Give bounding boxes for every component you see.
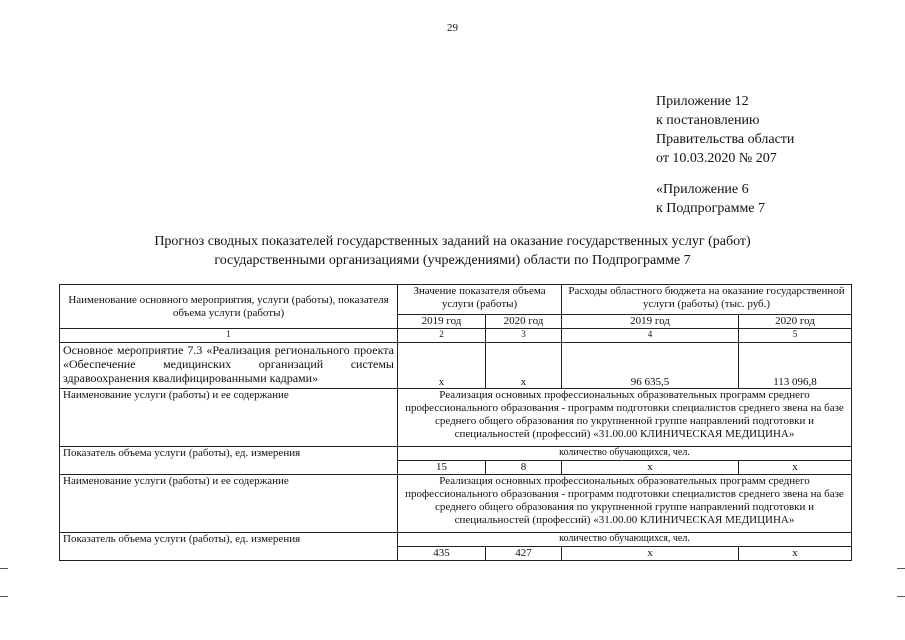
measure-name: Основное мероприятие 7.3 «Реализация регионального проекта «Обеспечение медицинских организаций системы здравоохранения квалифицированными кадрами» — [60, 343, 398, 389]
header-volume-cell: Значение показателя объема услуги (работы) — [398, 285, 562, 315]
column-number-row — [60, 329, 852, 343]
service-name-row — [60, 475, 852, 533]
year-cell: 2019 год — [562, 315, 739, 329]
appendix-line: к постановлению — [656, 113, 760, 128]
title-line: государственными организациями (учреждениями) области по Подпрограмме 7 — [214, 253, 691, 268]
service-description: Реализация основных профессиональных образовательных программ среднего профессионального образования - программ подготовки специалистов среднего звена на базе среднего общего образования по укрупненной группе направлений подготовки и специальностей (профессий) «31.00.00 КЛИНИЧЕСКАЯ МЕДИЦИНА» — [398, 389, 852, 447]
indicator-value-2019: 15 — [398, 461, 486, 475]
appendix-line: Правительства области — [656, 132, 795, 147]
indicator-label: Показатель объема услуги (работы), ед. измерения — [60, 447, 398, 475]
margin-mark — [0, 568, 8, 569]
year-cell: 2020 год — [486, 315, 562, 329]
column-number: 5 — [739, 329, 852, 343]
measure-expense-2020: 113 096,8 — [739, 343, 852, 389]
column-number: 1 — [60, 329, 398, 343]
measure-row — [60, 343, 852, 389]
indicator-value-2020: 427 — [486, 547, 562, 561]
indicator-expense-2019: х — [562, 461, 739, 475]
service-name-row — [60, 389, 852, 447]
column-number: 3 — [486, 329, 562, 343]
header-name-cell: Наименование основного мероприятия, услуги (работы), показателя объема услуги (работы) — [60, 285, 398, 329]
forecast-table — [59, 284, 852, 561]
indicator-expense-2020: х — [739, 461, 852, 475]
indicator-row — [60, 533, 852, 547]
measure-value-2020: х — [486, 343, 562, 389]
indicator-label: Показатель объема услуги (работы), ед. измерения — [60, 533, 398, 561]
indicator-expense-2020: х — [739, 547, 852, 561]
year-cell: 2019 год — [398, 315, 486, 329]
margin-mark — [897, 568, 905, 569]
indicator-unit: количество обучающихся, чел. — [398, 447, 852, 461]
margin-mark — [897, 596, 905, 597]
header-expenses-cell: Расходы областного бюджета на оказание государственной услуги (работы) (тыс. руб.) — [562, 285, 852, 315]
page-number: 29 — [447, 22, 458, 34]
measure-value-2019: х — [398, 343, 486, 389]
indicator-expense-2019: х — [562, 547, 739, 561]
margin-mark — [0, 596, 8, 597]
document-title — [0, 232, 905, 270]
indicator-value-2020: 8 — [486, 461, 562, 475]
previous-appendix-line: к Подпрограмме 7 — [656, 201, 766, 216]
service-name-label: Наименование услуги (работы) и ее содержание — [60, 475, 398, 533]
title-line: Прогноз сводных показателей государственных заданий на оказание государственных услуг (работ) — [154, 234, 751, 249]
appendix-line: Приложение 12 — [656, 94, 749, 109]
appendix-block — [656, 92, 794, 168]
column-number: 2 — [398, 329, 486, 343]
service-name-label: Наименование услуги (работы) и ее содержание — [60, 389, 398, 447]
column-number: 4 — [562, 329, 739, 343]
appendix-line: от 10.03.2020 № 207 — [656, 151, 777, 166]
table-header-row — [60, 285, 852, 315]
indicator-value-2019: 435 — [398, 547, 486, 561]
measure-expense-2019: 96 635,5 — [562, 343, 739, 389]
year-cell: 2020 год — [739, 315, 852, 329]
indicator-unit: количество обучающихся, чел. — [398, 533, 852, 547]
previous-appendix-line: «Приложение 6 — [656, 182, 749, 197]
previous-appendix-block — [656, 180, 765, 218]
service-description: Реализация основных профессиональных образовательных программ среднего профессионального образования - программ подготовки специалистов среднего звена на базе среднего общего образования по укрупненной группе направлений подготовки и специальностей (профессий) «31.00.00 КЛИНИЧЕСКАЯ МЕДИЦИНА» — [398, 475, 852, 533]
indicator-row — [60, 447, 852, 461]
